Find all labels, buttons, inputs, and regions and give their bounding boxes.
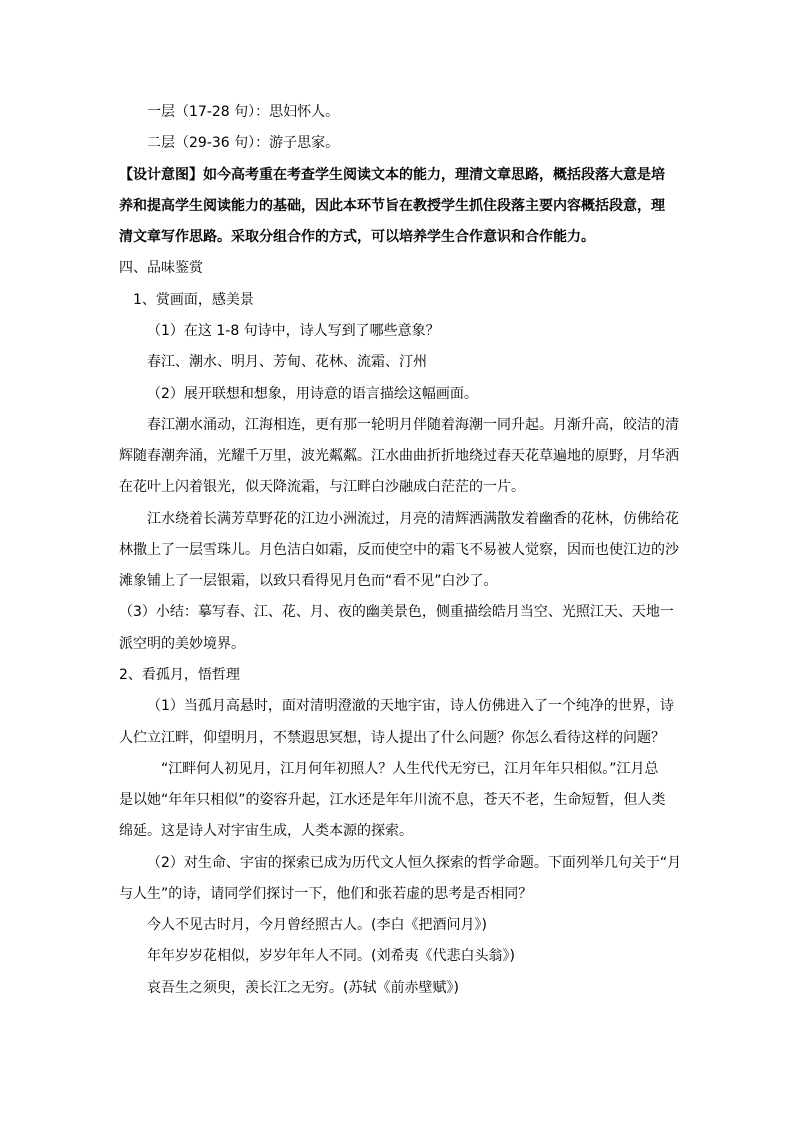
summary-text: 派空明的美妙境界。 xyxy=(119,636,245,652)
design-intent-text: 清文章写作思路。采取分组合作的方式，可以培养学生合作意识和合作能力。 xyxy=(119,229,595,245)
paragraph-text: 绵延。这是诗人对宇宙生成，人类本源的探索。 xyxy=(119,823,413,839)
paragraph-text: 江水绕着长满芳草野花的江边小洲流过，月亮的清辉洒满散发着幽香的花林，仿佛给花 xyxy=(147,511,679,527)
question-text: 人伫立江畔，仰望明月，不禁遐思冥想，诗人提出了什么问题？你怎么看待这样的问题？ xyxy=(119,730,665,746)
paragraph-text: 林撒上了一层雪珠儿。月色洁白如霜，反而使空中的霜飞不易被人觉察，因而也使江边的沙 xyxy=(119,542,679,558)
summary-text: （3）小结：摹写春、江、花、月、夜的幽美景色，侧重描绘皓月当空、光照江天、天地一 xyxy=(119,604,674,620)
paragraph-text: 滩象铺上了一层银霜，以致只看得见月色而“看不见”白沙了。 xyxy=(119,573,498,589)
paragraph-text: 在花叶上闪着银光，似天降流霜，与江畔白沙融成白茫茫的一片。 xyxy=(119,479,525,495)
design-intent-heading: 【设计意图】如今高考重在考查学生阅读文本的能力，理清文章思路，概括段落大意是培 xyxy=(119,167,665,183)
question-text: （2）展开联想和想象，用诗意的语言描绘这幅画面。 xyxy=(147,386,478,402)
subsection-heading: 2、看孤月，悟哲理 xyxy=(119,667,240,683)
subsection-heading: 1、赏画面，感美景 xyxy=(133,292,254,308)
question-text: 与人生”的诗，请同学们探讨一下，他们和张若虚的思考是否相同？ xyxy=(119,886,533,902)
paragraph-text: 春江潮水涌动，江海相连，更有那一轮明月伴随着海潮一同升起。月渐升高，皎洁的清 xyxy=(147,417,679,433)
poem-quote: 今人不见古时月，今月曾经照古人。(李白《把酒问月》) xyxy=(147,917,487,933)
poem-quote: 哀吾生之须臾，羡长江之无穷。(苏轼《前赤壁赋》) xyxy=(147,980,459,996)
question-text: （1）在这 1-8 句诗中，诗人写到了哪些意象？ xyxy=(147,323,440,339)
question-text: （2）对生命、宇宙的探索已成为历代文人恒久探索的哲学命题。下面列举几句关于“月 xyxy=(147,855,682,871)
design-intent-text: 养和提高学生阅读能力的基础，因此本环节旨在教授学生抓住段落主要内容概括段意，理 xyxy=(119,198,665,214)
question-text: （1）当孤月高悬时，面对清明澄澈的天地宇宙，诗人仿佛进入了一个纯净的世界，诗 xyxy=(147,698,674,714)
text-line: 二层（29-36 句）：游子思家。 xyxy=(147,135,340,151)
paragraph-text: 是以她“年年只相似”的姿容升起，江水还是年年川流不息，苍天不老，生命短暂，但人类 xyxy=(119,792,666,808)
answer-text: 春江、潮水、明月、芳甸、花林、流霜、汀州 xyxy=(147,354,427,370)
paragraph-text: 辉随春潮奔涌，光耀千万里，波光粼粼。江水曲曲折折地绕过春天花草遍地的原野，月华洒 xyxy=(119,448,679,464)
paragraph-text: “江畔何人初见月，江月何年初照人？人生代代无穷已，江月年年只相似。”江月总 xyxy=(161,761,659,777)
poem-quote: 年年岁岁花相似，岁岁年年人不同。(刘希夷《代悲白头翁》) xyxy=(147,948,515,964)
text-line: 一层（17-28 句）：思妇怀人。 xyxy=(147,104,340,120)
section-heading: 四、品味鉴赏 xyxy=(119,260,203,276)
